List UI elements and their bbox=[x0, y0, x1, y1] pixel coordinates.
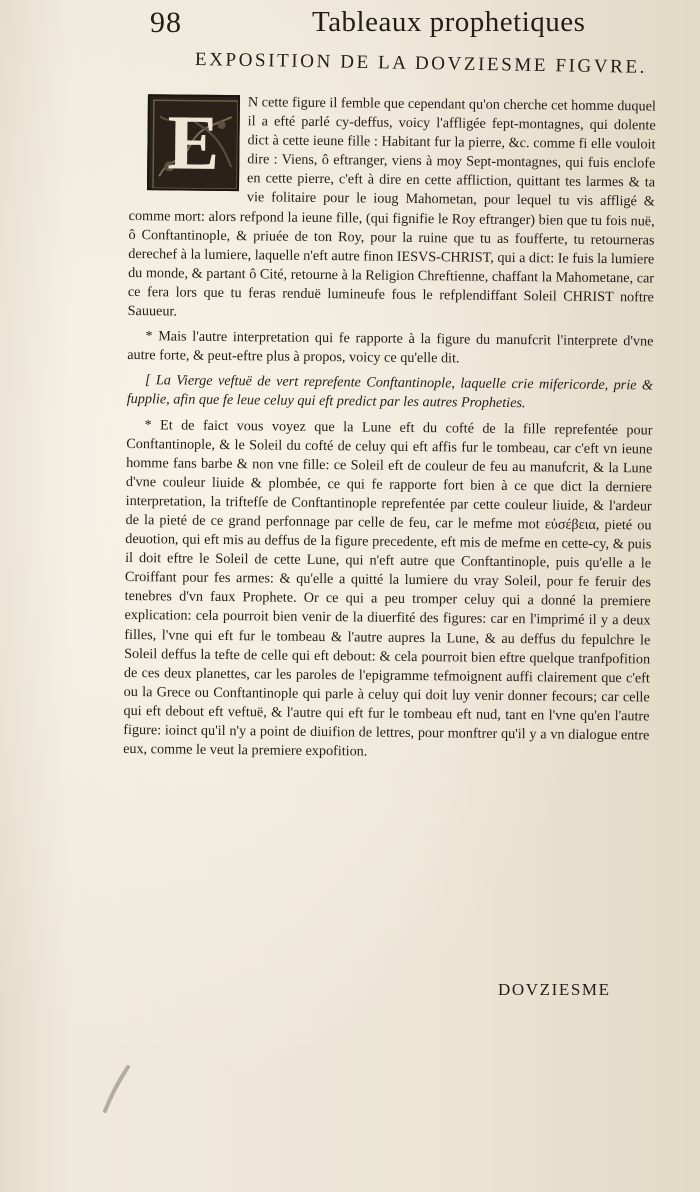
paragraph-4: * Et de faict vous voyez que la Lune eft du cofté de la fille reprefentée pour Conftantinople, & le Soleil du cofté de celuy qui eft affis fur le tombeau, car c'eft vn ieune homme fans barbe & non vne fille: ce Soleil eft de couleur de feu au manufcrit, & la Lune d'vne couleur liuide & plombée, ce qui fe rapporte fort bien à ce que dict la derniere interpretation, la triftefſe de Conftantinople reprefentée par cette couleur liuide, & l'ardeur de la pieté de ce grand perfonnage par celle de feu, car le mefme mot εὐσέβεια, pieté ou deuotion, qui eft mis au deffus de la figure precedente, eft mis de mefme en cette-cy, & puis il doit eftre le Soleil de cette Lune, qui n'eft autre que Conftantinople, puis qu'elle a le Croiffant pour fes armes: & qu'elle a quitté la lumiere du vray Soleil, pour fe feruir des tenebres d'vn faux Prophete. Or ce qui a peu tromper celuy qui a donné la premiere explication: cela pourroit bien venir de la diuerfité des figures: car en l'imprimé il y a deux filles, l'vne qui eft fur le tombeau & l'autre aupres la Lune, & au deffus du fepulchre le Soleil deffus la tefte de celle qui eft debout: & cela pourroit bien eftre quelque tranfpofition de ces deux planettes, car les paroles de l'epigramme tefmoignent auffi clairement que c'eft ou la Grece ou Conftantinople qui parle à celuy qui doit luy venir donner fecours; car celle qui eft debout eft veftuë, & l'autre qui eft fur le tombeau eft nud, tant en l'vne qu'en l'autre figure: ioinct qu'il n'y a point de diuifion de lettres, pour monftrer qu'il y a vn dialogue entre eux, comme le veut la premiere expofition. bbox=[123, 416, 653, 760]
pencil-mark-icon bbox=[100, 1063, 134, 1115]
page-number: 98 bbox=[150, 6, 182, 39]
paragraph-2: * Mais l'autre interpretation qui fe rapporte à la figure du manufcrit l'interprete d'vne autre forte, & peut-eftre plus à propos, voicy ce qu'elle dit. bbox=[127, 328, 654, 367]
section-heading: EXPOSITION DE LA DOVZIESME FIGVRE. bbox=[194, 49, 648, 78]
catchword: DOVZIESME bbox=[498, 980, 611, 999]
text-block bbox=[123, 92, 656, 771]
running-title: Tableaux prophetiques bbox=[312, 6, 586, 38]
paragraph-3: [ La Vierge veftuë de vert reprefente Conftantinople, laquelle crie mifericorde, prie & fupplie, afin que fe leue celuy qui eft predict par les autres Propheties. bbox=[126, 372, 654, 412]
decorated-initial bbox=[147, 94, 240, 191]
drop-cap-letter: E bbox=[167, 98, 220, 186]
running-head bbox=[150, 4, 590, 48]
paragraph-1: N cette figure il femble que cependant qu'on cherche cet homme duquel il a efté parlé cy-deffus, voicy l'affligée fept-montagnes, qui dolente dict à cette ieune fille : Habitant fur la pierre, &c. comme fi elle vouloit dire : Viens, ô eftranger, viens à moy Sept-montagnes, qui fuis enclofe en cette pierre, c'eft à dire en cette affliction, quittant tes larmes & ta vie folitaire pour le ioug Mahometan, pour lequel tu vis affligé & comme mort: alors refpond la ieune fille, (qui fignifie le Roy eftranger) bien que tu fois nuë, ô Conftantinople, & priuée de ton Roy, pour la ruine que tu as foufferte, tu retourneras derechef à la lumiere, laquelle n'eft autre finon IESVS-CHRIST, qui a dict: Ie fuis la lumiere du monde, & partant ô Cité, retourne à la Religion Chreftienne, chaffant la Mahometane, car ce fera lors que tu feras renduë lumineufe fous le refplendiffant Soleil CHRIST noftre Sauueur. bbox=[127, 94, 656, 320]
